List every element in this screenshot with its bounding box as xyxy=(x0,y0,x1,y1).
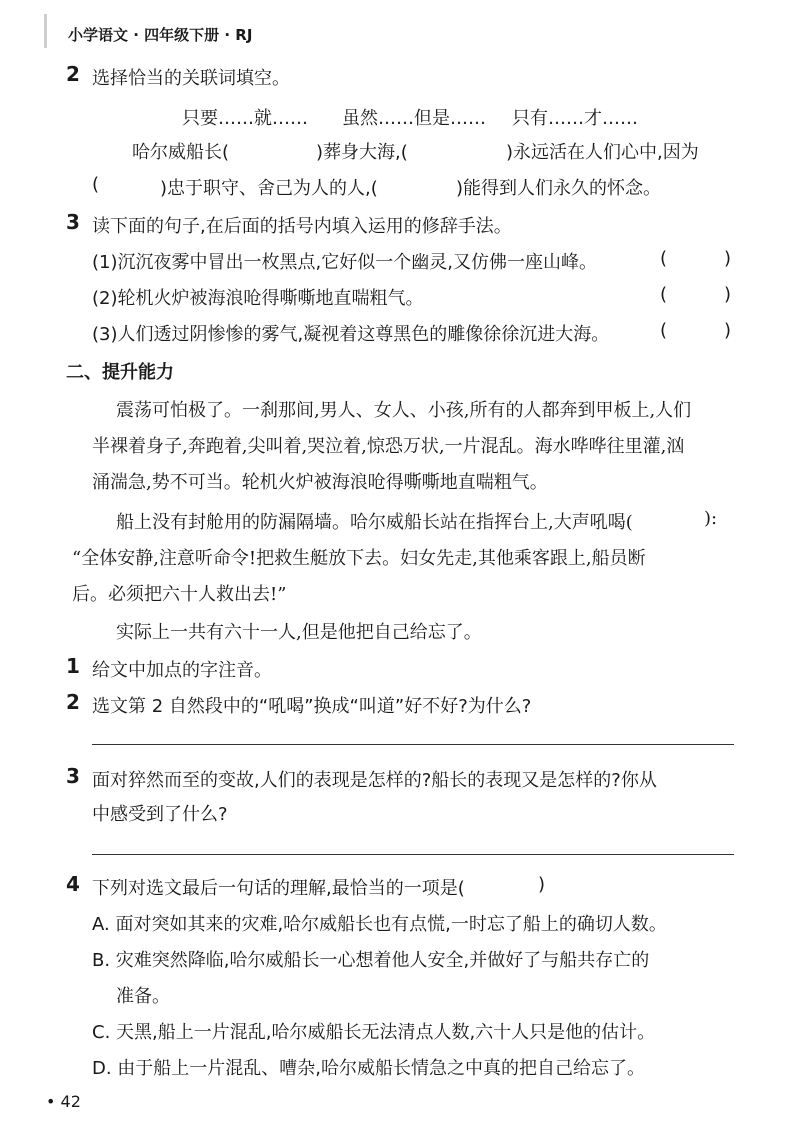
option-2: 虽然……但是…… xyxy=(342,108,486,129)
option-1: 只要……就…… xyxy=(182,108,308,129)
fill-sentence-part: )忠于职守、舍己为人的人,( xyxy=(160,178,378,199)
question-text: 下列对选文最后一句话的理解,最恰当的一项是( xyxy=(92,878,465,899)
rhetoric-sentence: (3)人们透过阴惨惨的雾气,凝视着这尊黑色的雕像徐徐沉进大海。 xyxy=(92,324,610,345)
question-number: 2 xyxy=(66,62,80,86)
rhetoric-sentence: (1)沉沉夜雾中冒出一枚黑点,它好似一个幽灵,又仿佛一座山峰。 xyxy=(92,252,597,273)
fill-sentence-part: )能得到人们永久的怀念。 xyxy=(456,178,662,199)
book-title: 小学语文 · 四年级下册 · RJ xyxy=(68,26,253,44)
question-number: 2 xyxy=(66,690,80,714)
question-text: 面对猝然而至的变故,人们的表现是怎样的?船长的表现又是怎样的?你从 xyxy=(92,770,657,791)
passage-line: 半裸着身子,奔跑着,尖叫着,哭泣着,惊恐万状,一片混乱。海水哗哗往里灌,汹 xyxy=(92,436,685,457)
question-prompt: 选择恰当的关联词填空。 xyxy=(92,68,290,89)
passage-line: 震荡可怕极了。一刹那间,男人、女人、小孩,所有的人都奔到甲板上,人们 xyxy=(116,400,692,421)
passage-line: 涌湍急,势不可当。轮机火炉被海浪呛得嘶嘶地直喘粗气。 xyxy=(92,472,548,493)
fill-sentence-part: )葬身大海,( xyxy=(316,142,408,163)
section-heading: 二、提升能力 xyxy=(66,362,174,383)
answer-line[interactable] xyxy=(92,744,734,745)
page-number: • 42 xyxy=(46,1092,81,1111)
answer-paren-open: ( xyxy=(660,284,668,305)
answer-paren-close: ) xyxy=(724,284,732,305)
passage-line: 船上没有封舱用的防漏隔墙。哈尔威船长站在指挥台上,大声吼喝( xyxy=(116,512,633,533)
choice-a[interactable]: A. 面对突如其来的灾难,哈尔威船长也有点慌,一时忘了船上的确切人数。 xyxy=(92,914,667,935)
answer-paren-open: ( xyxy=(660,248,668,269)
passage-line: ): xyxy=(704,508,718,529)
passage-line: 后。必须把六十人救出去!” xyxy=(72,584,287,605)
choice-b[interactable]: B. 灾难突然降临,哈尔威船长一心想着他人安全,并做好了与船共存亡的 xyxy=(92,950,650,971)
choice-c[interactable]: C. 天黑,船上一片混乱,哈尔威船长无法清点人数,六十人只是他的估计。 xyxy=(92,1022,656,1043)
fill-sentence-part: )永远活在人们心中,因为 xyxy=(506,142,699,163)
passage-line: “全体安静,注意听命令!把救生艇放下去。妇女先走,其他乘客跟上,船员断 xyxy=(72,548,646,569)
choice-d[interactable]: D. 由于船上一片混乱、嘈杂,哈尔威船长情急之中真的把自己给忘了。 xyxy=(92,1058,646,1079)
question-text-continued: 中感受到了什么? xyxy=(92,804,228,825)
header-divider xyxy=(44,14,47,48)
answer-paren-open: ( xyxy=(660,320,668,341)
answer-paren-close: ) xyxy=(724,248,732,269)
fill-sentence-part: 哈尔威船长( xyxy=(132,142,230,163)
question-number: 1 xyxy=(66,654,80,678)
fill-sentence-part: ( xyxy=(92,174,100,195)
answer-paren-close: ) xyxy=(724,320,732,341)
answer-line[interactable] xyxy=(92,854,734,855)
question-text: 给文中加点的字注音。 xyxy=(92,660,272,681)
question-text: 选文第 2 自然段中的“吼喝”换成“叫道”好不好?为什么? xyxy=(92,696,532,717)
choice-b-continued: 准备。 xyxy=(116,986,170,1007)
answer-paren-close: ) xyxy=(538,874,546,895)
question-prompt: 读下面的句子,在后面的括号内填入运用的修辞手法。 xyxy=(92,216,512,237)
question-number: 3 xyxy=(66,764,80,788)
rhetoric-sentence: (2)轮机火炉被海浪呛得嘶嘶地直喘粗气。 xyxy=(92,288,424,309)
option-3: 只有……才…… xyxy=(512,108,638,129)
question-number: 4 xyxy=(66,872,80,896)
passage-line: 实际上一共有六十一人,但是他把自己给忘了。 xyxy=(116,622,482,643)
question-number: 3 xyxy=(66,210,80,234)
